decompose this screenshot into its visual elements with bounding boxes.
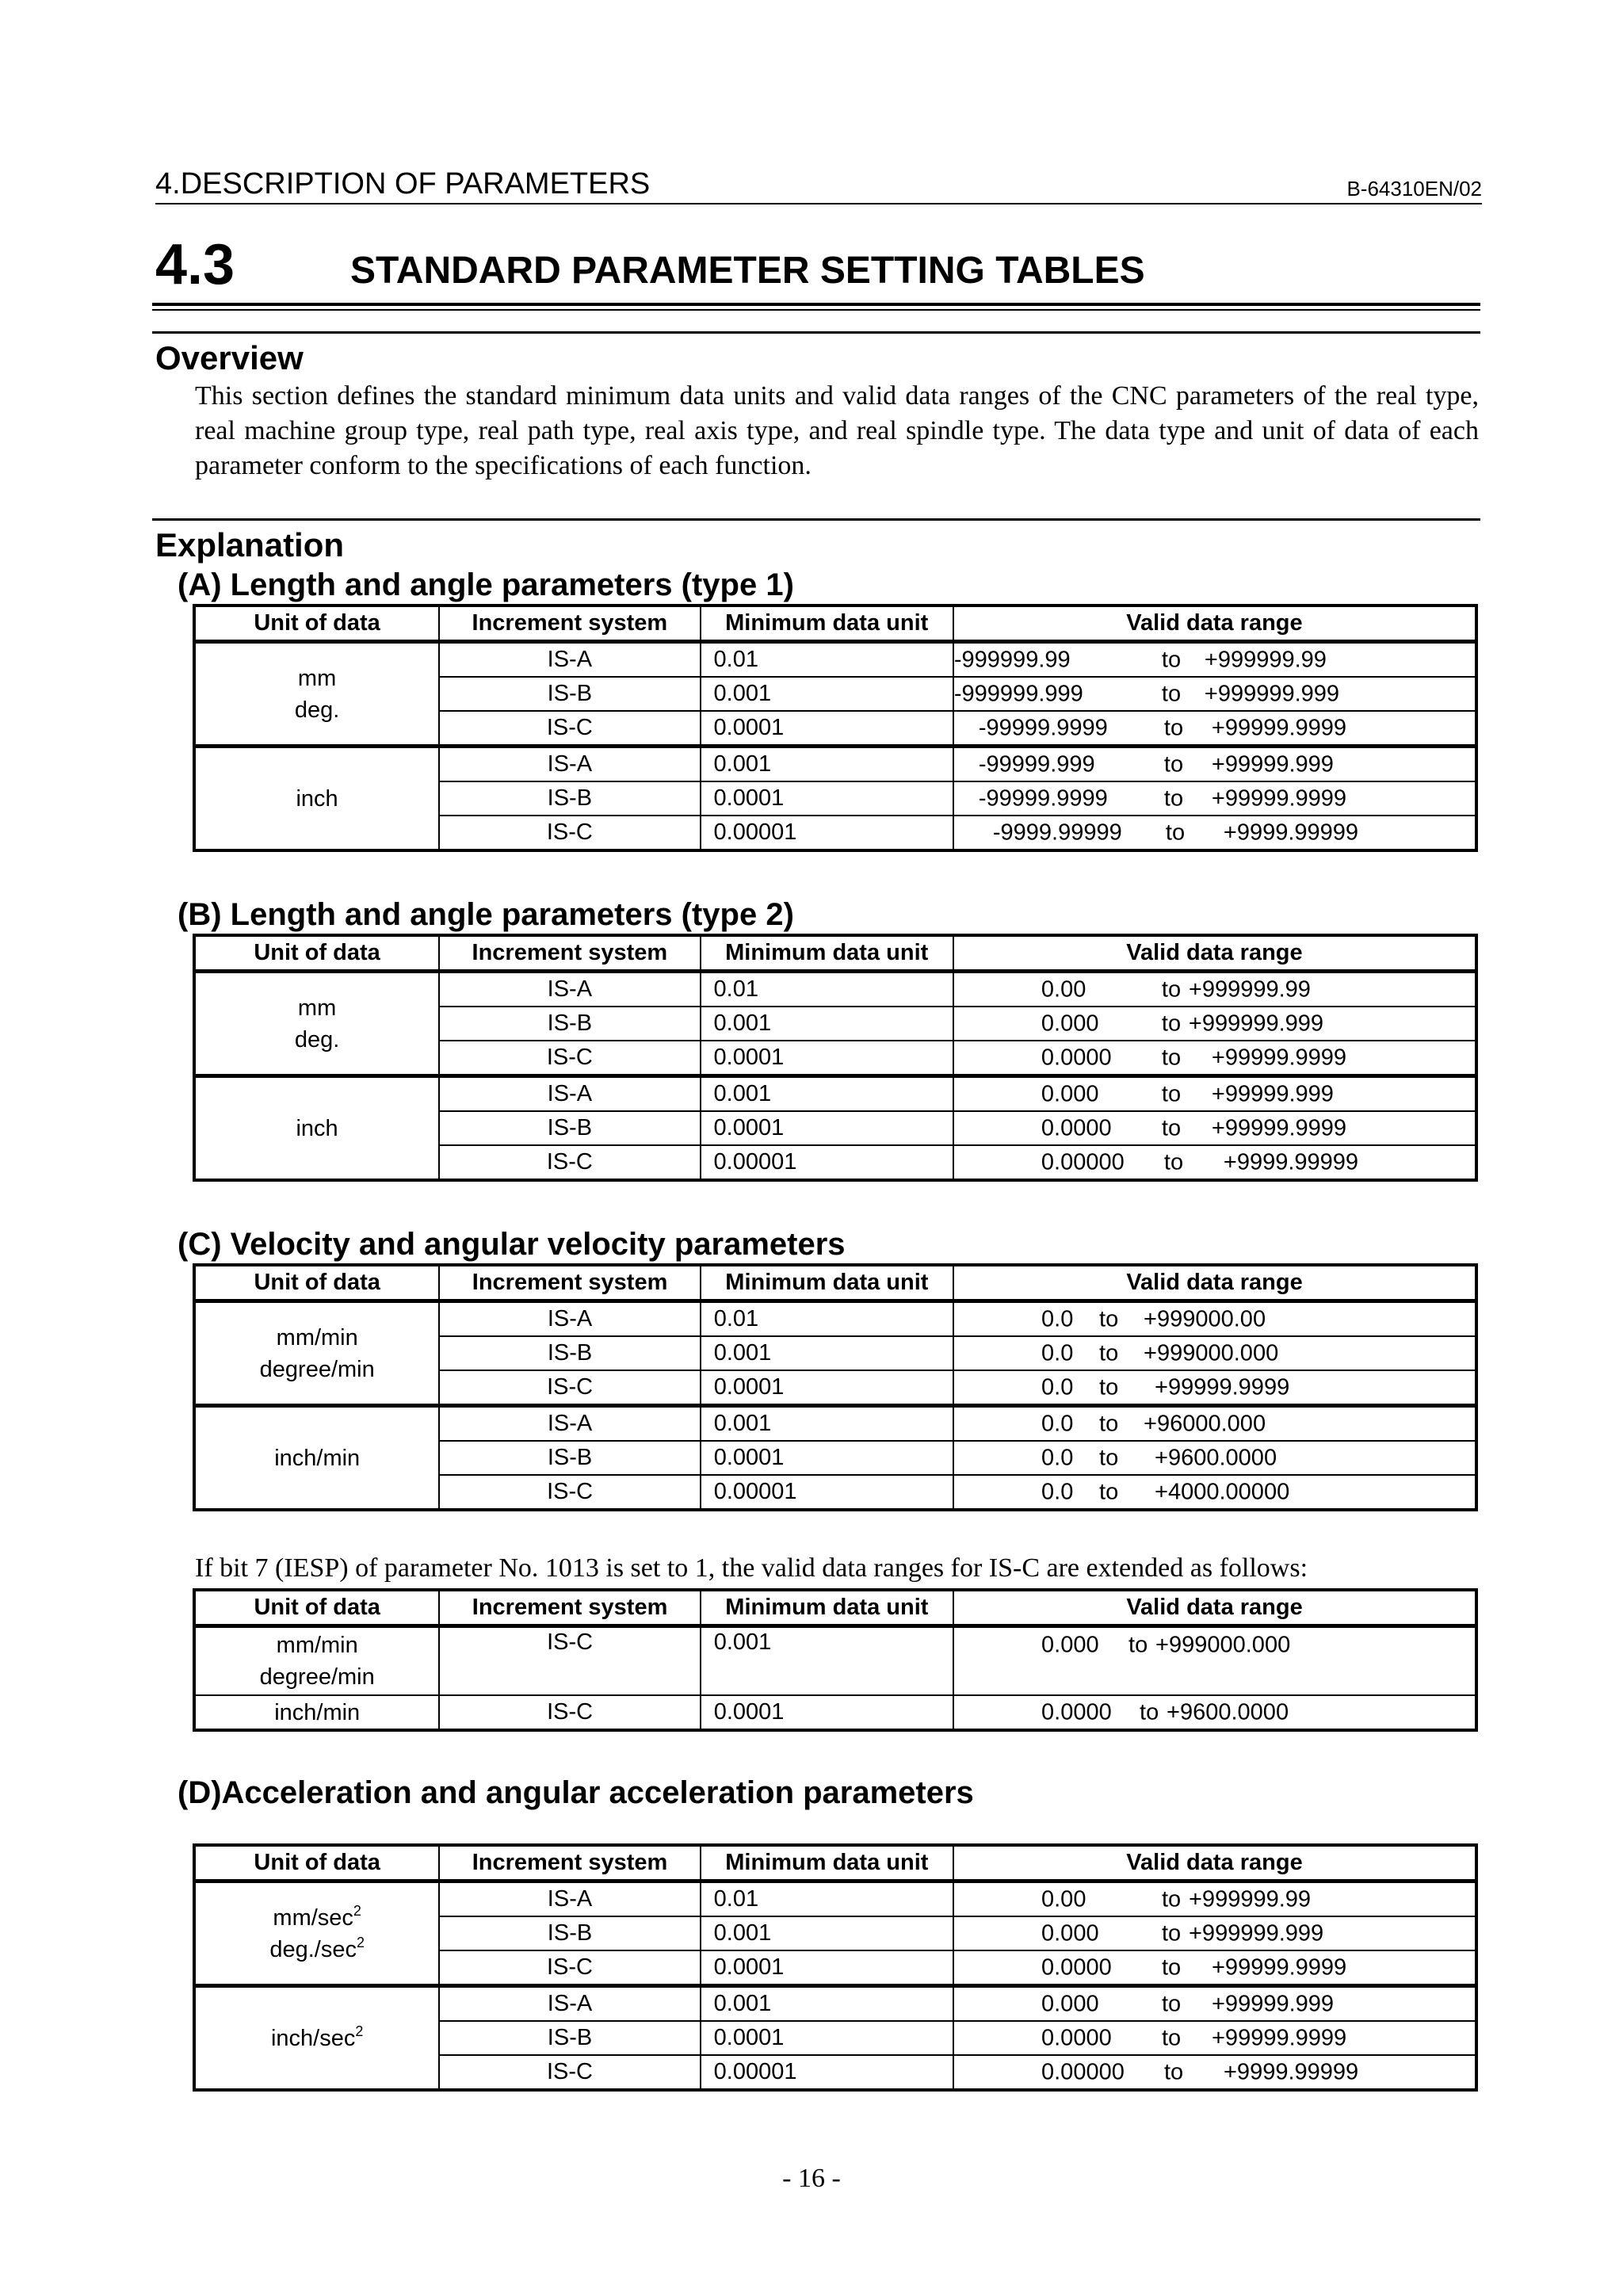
valid-range-cell bbox=[953, 1336, 1476, 1370]
minimum-data-unit-cell: 0.00001 bbox=[701, 816, 953, 850]
range-high: +99999.9999 bbox=[1211, 1115, 1347, 1140]
unit-of-data-cell bbox=[194, 747, 439, 851]
range-high: +999999.99 bbox=[1188, 976, 1311, 1002]
column-header-min-unit: Minimum data unit bbox=[701, 1845, 953, 1881]
minimum-data-unit-cell: 0.001 bbox=[701, 1626, 953, 1696]
column-header-min-unit: Minimum data unit bbox=[701, 606, 953, 642]
valid-range-cell bbox=[953, 1007, 1476, 1041]
minimum-data-unit-cell: 0.001 bbox=[701, 747, 953, 782]
range-low: 0.000 bbox=[1041, 1081, 1099, 1106]
unit-line-2 bbox=[196, 1934, 438, 1966]
valid-range-cell bbox=[953, 1406, 1476, 1442]
increment-system-cell: IS-A bbox=[439, 1986, 700, 2022]
unit-line-1 bbox=[196, 1697, 438, 1729]
range-high: +99999.9999 bbox=[1212, 1954, 1347, 1980]
table-c-heading: (C) Velocity and angular velocity parameters bbox=[178, 1227, 846, 1262]
increment-system-cell: IS-C bbox=[439, 1475, 700, 1510]
valid-range-cell bbox=[953, 1916, 1476, 1950]
increment-system-cell: IS-C bbox=[439, 1626, 700, 1696]
range-low: 0.0 bbox=[1041, 1445, 1074, 1470]
unit-text: inch bbox=[296, 1115, 338, 1141]
range-high: +99999.9999 bbox=[1211, 785, 1347, 811]
unit-exponent: 2 bbox=[356, 1934, 365, 1950]
unit-text: inch/sec bbox=[270, 2025, 356, 2051]
minimum-data-unit-cell: 0.001 bbox=[701, 1007, 953, 1041]
range-high: +999999.999 bbox=[1204, 681, 1340, 706]
unit-line-1 bbox=[196, 1442, 438, 1474]
column-header-increment: Increment system bbox=[439, 1265, 700, 1301]
range-to: to bbox=[1161, 1045, 1182, 1070]
unit-of-data-cell bbox=[194, 1406, 439, 1511]
range-low: 0.0000 bbox=[1041, 1045, 1112, 1070]
range-to: to bbox=[1162, 1920, 1182, 1946]
range-to: to bbox=[1099, 1306, 1119, 1331]
valid-range-cell bbox=[953, 781, 1476, 816]
valid-range-cell bbox=[953, 1301, 1476, 1337]
increment-system-cell: IS-B bbox=[439, 2021, 700, 2055]
column-header-valid-range: Valid data range bbox=[953, 1845, 1476, 1881]
unit-text: inch bbox=[296, 785, 338, 812]
valid-range-cell bbox=[953, 816, 1476, 850]
valid-range-cell bbox=[953, 1370, 1476, 1406]
range-low: -999999.99 bbox=[953, 647, 1071, 672]
range-to: to bbox=[1162, 1954, 1182, 1980]
page-header bbox=[155, 166, 1482, 204]
header-title: 4.DESCRIPTION OF PARAMETERS bbox=[155, 167, 651, 201]
range-to: to bbox=[1128, 1632, 1148, 1658]
range-high: +99999.999 bbox=[1211, 751, 1334, 777]
overview-rule bbox=[152, 331, 1480, 334]
minimum-data-unit-cell: 0.001 bbox=[701, 1986, 953, 2022]
column-header-unit: Unit of data bbox=[194, 1845, 439, 1881]
unit-text: mm bbox=[297, 665, 337, 691]
table-row bbox=[194, 1626, 1476, 1696]
column-header-valid-range: Valid data range bbox=[953, 1590, 1476, 1626]
unit-of-data-cell bbox=[194, 1881, 439, 1986]
column-header-unit: Unit of data bbox=[194, 935, 439, 972]
column-header-increment: Increment system bbox=[439, 1590, 700, 1626]
range-low: 0.0 bbox=[1041, 1374, 1074, 1400]
table-a-heading: (A) Length and angle parameters (type 1) bbox=[178, 567, 794, 602]
unit-of-data-cell bbox=[194, 1695, 439, 1730]
minimum-data-unit-cell: 0.001 bbox=[701, 1336, 953, 1370]
unit-of-data-cell bbox=[194, 1986, 439, 2091]
section-title: STANDARD PARAMETER SETTING TABLES bbox=[350, 250, 1145, 292]
unit-text: degree/min bbox=[259, 1664, 375, 1690]
valid-range-cell bbox=[953, 1441, 1476, 1475]
increment-system-cell: IS-B bbox=[439, 1336, 700, 1370]
valid-range-cell bbox=[953, 972, 1476, 1007]
unit-text: degree/min bbox=[259, 1356, 375, 1382]
valid-range-cell bbox=[953, 1626, 1476, 1696]
increment-system-cell: IS-B bbox=[439, 1916, 700, 1950]
range-low: 0.0000 bbox=[1041, 1699, 1112, 1725]
increment-system-cell: IS-C bbox=[439, 1695, 700, 1730]
minimum-data-unit-cell: 0.01 bbox=[701, 642, 953, 678]
range-low: 0.0000 bbox=[1041, 1115, 1112, 1140]
range-low: 0.00000 bbox=[1041, 2059, 1125, 2084]
range-high: +99999.999 bbox=[1212, 1991, 1335, 2016]
table-c-extended bbox=[193, 1588, 1478, 1732]
unit-text: deg. bbox=[294, 1026, 340, 1052]
table-row bbox=[194, 1301, 1476, 1337]
range-low: -9999.99999 bbox=[992, 819, 1122, 845]
valid-range-cell bbox=[953, 1111, 1476, 1145]
increment-system-cell: IS-C bbox=[439, 1950, 700, 1986]
range-low: 0.000 bbox=[1041, 1920, 1099, 1946]
range-high: +999999.999 bbox=[1188, 1010, 1324, 1036]
minimum-data-unit-cell: 0.0001 bbox=[701, 1695, 953, 1730]
column-header-unit: Unit of data bbox=[194, 1265, 439, 1301]
range-to: to bbox=[1161, 1010, 1182, 1036]
table-header-row bbox=[194, 606, 1476, 642]
section-number: 4.3 bbox=[155, 233, 235, 296]
table-header-row bbox=[194, 1265, 1476, 1301]
title-rule-thin bbox=[152, 309, 1480, 311]
range-to: to bbox=[1162, 2025, 1182, 2050]
minimum-data-unit-cell: 0.0001 bbox=[701, 2021, 953, 2055]
range-to: to bbox=[1163, 715, 1184, 740]
table-header-row bbox=[194, 935, 1476, 972]
table-row bbox=[194, 642, 1476, 678]
minimum-data-unit-cell: 0.001 bbox=[701, 1076, 953, 1112]
table-header-row bbox=[194, 1590, 1476, 1626]
range-to: to bbox=[1162, 1991, 1182, 2016]
increment-system-cell: IS-A bbox=[439, 642, 700, 678]
range-high: +96000.000 bbox=[1144, 1411, 1266, 1436]
unit-text: mm/min bbox=[276, 1633, 358, 1658]
column-header-unit: Unit of data bbox=[194, 606, 439, 642]
increment-system-cell: IS-A bbox=[439, 1076, 700, 1112]
range-to: to bbox=[1161, 681, 1182, 706]
range-high: +999000.000 bbox=[1155, 1632, 1291, 1658]
range-high: +999999.999 bbox=[1189, 1920, 1324, 1946]
range-to: to bbox=[1161, 1081, 1182, 1106]
unit-line-1 bbox=[196, 1113, 438, 1144]
column-header-min-unit: Minimum data unit bbox=[701, 1265, 953, 1301]
range-high: +99999.9999 bbox=[1211, 1045, 1347, 1070]
minimum-data-unit-cell: 0.0001 bbox=[701, 781, 953, 816]
range-low: 0.0000 bbox=[1041, 1954, 1112, 1980]
unit-line-2 bbox=[196, 1024, 438, 1056]
increment-system-cell: IS-A bbox=[439, 1406, 700, 1442]
unit-line-1 bbox=[196, 663, 438, 694]
table-row bbox=[194, 1986, 1476, 2022]
range-high: +99999.9999 bbox=[1211, 715, 1347, 740]
increment-system-cell: IS-C bbox=[439, 1145, 700, 1180]
title-rule-thick bbox=[152, 303, 1480, 306]
range-to: to bbox=[1163, 785, 1184, 811]
table-row bbox=[194, 972, 1476, 1007]
range-low: 0.0 bbox=[1041, 1479, 1074, 1504]
range-high: +999999.99 bbox=[1204, 647, 1327, 672]
valid-range-cell bbox=[953, 711, 1476, 747]
unit-text: mm/min bbox=[276, 1324, 358, 1350]
range-low: 0.000 bbox=[1041, 1632, 1099, 1658]
table-header-row bbox=[194, 1845, 1476, 1881]
valid-range-cell bbox=[953, 1986, 1476, 2022]
range-low: 0.00 bbox=[1041, 1886, 1086, 1912]
explanation-heading: Explanation bbox=[155, 526, 345, 563]
increment-system-cell: IS-C bbox=[439, 816, 700, 850]
unit-of-data-cell bbox=[194, 1301, 439, 1406]
unit-line-1 bbox=[196, 1322, 438, 1354]
column-header-unit: Unit of data bbox=[194, 1590, 439, 1626]
increment-system-cell: IS-C bbox=[439, 2055, 700, 2090]
valid-range-cell bbox=[953, 2055, 1476, 2090]
column-header-min-unit: Minimum data unit bbox=[701, 935, 953, 972]
range-high: +9600.0000 bbox=[1167, 1699, 1289, 1725]
table-row bbox=[194, 1076, 1476, 1112]
minimum-data-unit-cell: 0.00001 bbox=[701, 2055, 953, 2090]
unit-text: inch/min bbox=[274, 1445, 361, 1471]
table-row bbox=[194, 1881, 1476, 1917]
unit-text: deg. bbox=[294, 697, 340, 723]
unit-text: inch/min bbox=[274, 1699, 361, 1725]
range-high: +9600.0000 bbox=[1155, 1445, 1277, 1470]
table-b bbox=[193, 934, 1478, 1182]
table-row bbox=[194, 1406, 1476, 1442]
column-header-increment: Increment system bbox=[439, 935, 700, 972]
unit-of-data-cell bbox=[194, 642, 439, 747]
minimum-data-unit-cell: 0.001 bbox=[701, 1406, 953, 1442]
column-header-increment: Increment system bbox=[439, 1845, 700, 1881]
increment-system-cell: IS-A bbox=[439, 1301, 700, 1337]
increment-system-cell: IS-B bbox=[439, 1441, 700, 1475]
valid-range-cell bbox=[953, 1695, 1476, 1730]
range-low: 0.000 bbox=[1041, 1010, 1099, 1036]
range-low: 0.0 bbox=[1041, 1411, 1074, 1436]
overview-heading: Overview bbox=[155, 339, 304, 376]
minimum-data-unit-cell: 0.00001 bbox=[701, 1475, 953, 1510]
explanation-rule bbox=[152, 518, 1480, 521]
range-high: +999000.00 bbox=[1144, 1306, 1266, 1331]
minimum-data-unit-cell: 0.0001 bbox=[701, 1041, 953, 1076]
increment-system-cell: IS-B bbox=[439, 781, 700, 816]
minimum-data-unit-cell: 0.0001 bbox=[701, 1370, 953, 1406]
valid-range-cell bbox=[953, 1076, 1476, 1112]
unit-line-1 bbox=[196, 783, 438, 815]
unit-line-2 bbox=[196, 1661, 438, 1693]
range-high: +99999.9999 bbox=[1155, 1374, 1290, 1400]
minimum-data-unit-cell: 0.001 bbox=[701, 677, 953, 711]
increment-system-cell: IS-C bbox=[439, 711, 700, 747]
unit-exponent: 2 bbox=[355, 2023, 364, 2039]
range-low: -99999.9999 bbox=[978, 785, 1108, 811]
document-code: B-64310EN/02 bbox=[1346, 177, 1482, 201]
minimum-data-unit-cell: 0.001 bbox=[701, 1916, 953, 1950]
unit-of-data-cell bbox=[194, 1076, 439, 1181]
unit-of-data-cell bbox=[194, 972, 439, 1076]
column-header-valid-range: Valid data range bbox=[953, 1265, 1476, 1301]
increment-system-cell: IS-B bbox=[439, 1111, 700, 1145]
minimum-data-unit-cell: 0.0001 bbox=[701, 1950, 953, 1986]
range-to: to bbox=[1163, 1149, 1184, 1175]
range-to: to bbox=[1161, 1115, 1182, 1140]
column-header-increment: Increment system bbox=[439, 606, 700, 642]
range-high: +999000.000 bbox=[1144, 1340, 1279, 1366]
unit-exponent: 2 bbox=[353, 1902, 361, 1919]
column-header-valid-range: Valid data range bbox=[953, 935, 1476, 972]
valid-range-cell bbox=[953, 1475, 1476, 1510]
valid-range-cell bbox=[953, 642, 1476, 678]
increment-system-cell: IS-A bbox=[439, 1881, 700, 1917]
range-to: to bbox=[1162, 1886, 1182, 1912]
range-low: -99999.9999 bbox=[978, 715, 1108, 740]
unit-line-2 bbox=[196, 1354, 438, 1385]
minimum-data-unit-cell: 0.00001 bbox=[701, 1145, 953, 1180]
table-b-heading: (B) Length and angle parameters (type 2) bbox=[178, 897, 794, 932]
range-low: 0.0 bbox=[1041, 1340, 1074, 1366]
range-to: to bbox=[1165, 819, 1186, 845]
table-a bbox=[193, 604, 1478, 852]
increment-system-cell: IS-C bbox=[439, 1370, 700, 1406]
range-to: to bbox=[1099, 1411, 1119, 1436]
column-header-valid-range: Valid data range bbox=[953, 606, 1476, 642]
range-low: 0.000 bbox=[1041, 1991, 1099, 2016]
minimum-data-unit-cell: 0.01 bbox=[701, 972, 953, 1007]
valid-range-cell bbox=[953, 677, 1476, 711]
unit-line-1 bbox=[196, 992, 438, 1024]
unit-text: deg./sec bbox=[269, 1936, 357, 1962]
range-high: +9999.99999 bbox=[1223, 1149, 1359, 1175]
increment-system-cell: IS-C bbox=[439, 1041, 700, 1076]
range-low: 0.00000 bbox=[1041, 1149, 1125, 1175]
range-high: +99999.9999 bbox=[1212, 2025, 1347, 2050]
range-to: to bbox=[1161, 976, 1182, 1002]
unit-line-2 bbox=[196, 694, 438, 726]
range-low: 0.0000 bbox=[1041, 2025, 1112, 2050]
table-c bbox=[193, 1263, 1478, 1511]
range-to: to bbox=[1099, 1340, 1119, 1366]
unit-of-data-cell bbox=[194, 1626, 439, 1696]
increment-system-cell: IS-A bbox=[439, 972, 700, 1007]
range-low: -999999.999 bbox=[953, 681, 1083, 706]
range-to: to bbox=[1099, 1374, 1119, 1400]
increment-system-cell: IS-B bbox=[439, 1007, 700, 1041]
table-row bbox=[194, 1695, 1476, 1730]
unit-text: mm/sec bbox=[273, 1904, 353, 1931]
range-low: -99999.999 bbox=[978, 751, 1095, 777]
minimum-data-unit-cell: 0.01 bbox=[701, 1301, 953, 1337]
table-d-heading: (D)Acceleration and angular acceleration parameters bbox=[178, 1775, 974, 1810]
increment-system-cell: IS-B bbox=[439, 677, 700, 711]
range-high: +9999.99999 bbox=[1224, 2059, 1359, 2084]
valid-range-cell bbox=[953, 1950, 1476, 1986]
range-low: 0.00 bbox=[1041, 976, 1086, 1002]
range-high: +9999.99999 bbox=[1223, 819, 1359, 845]
minimum-data-unit-cell: 0.01 bbox=[701, 1881, 953, 1917]
valid-range-cell bbox=[953, 1145, 1476, 1180]
range-to: to bbox=[1163, 751, 1184, 777]
range-high: +999999.99 bbox=[1189, 1886, 1312, 1912]
range-to: to bbox=[1140, 1699, 1159, 1725]
range-high: +4000.00000 bbox=[1155, 1479, 1290, 1504]
range-to: to bbox=[1164, 2059, 1184, 2084]
unit-line-1 bbox=[196, 2023, 438, 2054]
minimum-data-unit-cell: 0.0001 bbox=[701, 1441, 953, 1475]
unit-line-1 bbox=[196, 1902, 438, 1934]
table-row bbox=[194, 747, 1476, 782]
increment-system-cell: IS-A bbox=[439, 747, 700, 782]
valid-range-cell bbox=[953, 747, 1476, 782]
valid-range-cell bbox=[953, 2021, 1476, 2055]
unit-text: mm bbox=[297, 995, 337, 1021]
range-low: 0.0 bbox=[1041, 1306, 1074, 1331]
minimum-data-unit-cell: 0.0001 bbox=[701, 1111, 953, 1145]
minimum-data-unit-cell: 0.0001 bbox=[701, 711, 953, 747]
valid-range-cell bbox=[953, 1041, 1476, 1076]
column-header-min-unit: Minimum data unit bbox=[701, 1590, 953, 1626]
table-c-extension-note: If bit 7 (IESP) of parameter No. 1013 is set to 1, the valid data ranges for IS-C are extended as follows: bbox=[195, 1553, 1308, 1583]
table-d bbox=[193, 1843, 1478, 2092]
range-to: to bbox=[1099, 1445, 1119, 1470]
valid-range-cell bbox=[953, 1881, 1476, 1917]
range-high: +99999.999 bbox=[1211, 1081, 1334, 1106]
range-to: to bbox=[1161, 647, 1182, 672]
unit-line-1 bbox=[196, 1629, 438, 1661]
overview-text: This section defines the standard minimum data units and valid data ranges of the CNC parameters of the real type, real machine group type, real path type, real axis type, and real spindle type. The data type and unit of data of each parameter conform to the specifications of each function. bbox=[195, 381, 1479, 480]
range-to: to bbox=[1099, 1479, 1119, 1504]
page-number: - 16 - bbox=[782, 2164, 841, 2193]
